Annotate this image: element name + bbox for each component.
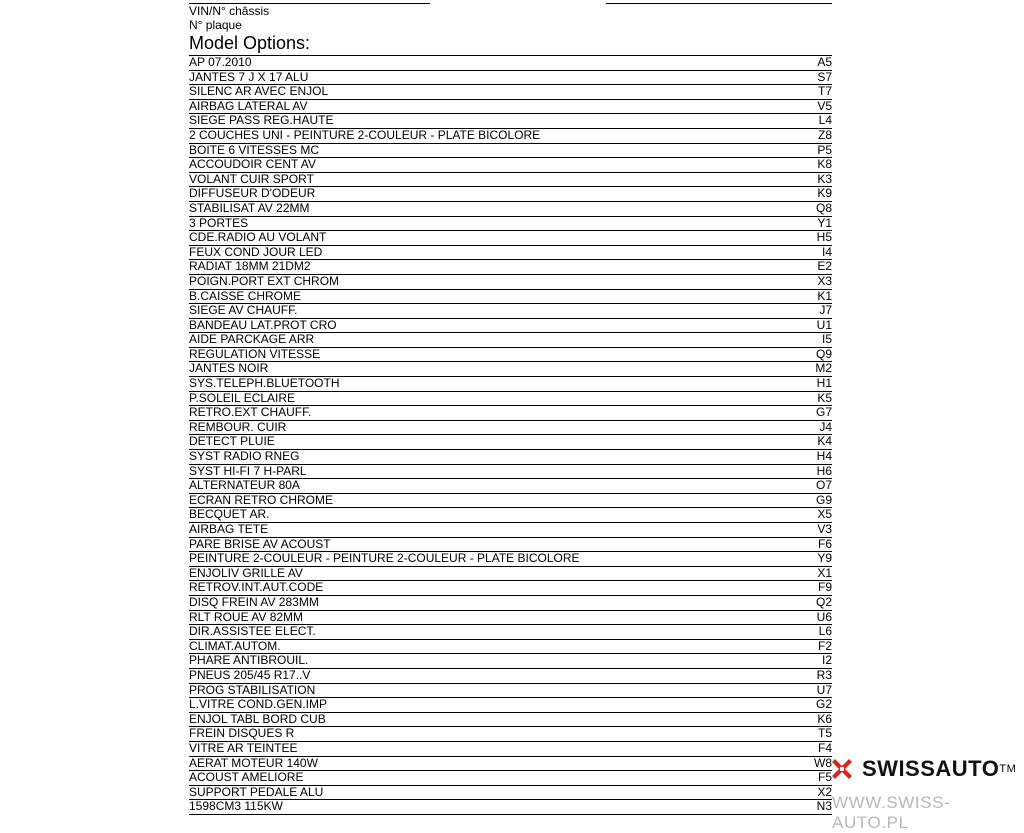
option-code: I5 <box>821 332 832 347</box>
option-row <box>189 799 832 814</box>
list-bottom-rule <box>189 814 832 815</box>
option-code: K8 <box>817 157 832 172</box>
option-row <box>189 128 832 143</box>
option-row <box>189 157 832 172</box>
option-code: Z8 <box>817 127 832 142</box>
option-code: F2 <box>817 638 832 653</box>
option-label: DIR.ASSISTEE ELECT. <box>189 624 316 639</box>
option-row <box>189 756 832 771</box>
option-label: RETRO.EXT CHAUFF. <box>189 405 312 420</box>
option-code: E2 <box>817 259 832 274</box>
option-label: ENJOL TABL BORD CUB <box>189 711 326 726</box>
trademark: TM <box>999 763 1017 775</box>
option-code: P5 <box>817 142 832 157</box>
option-label: 3 PORTES <box>189 215 249 230</box>
option-code: S7 <box>817 69 832 84</box>
option-code: K4 <box>817 434 832 449</box>
option-row <box>189 551 832 566</box>
option-label: SYST RADIO RNEG <box>189 449 300 464</box>
option-row <box>189 697 832 712</box>
option-label: REMBOUR. CUIR <box>189 419 287 434</box>
option-label: SILENC AR AVEC ENJOL <box>189 84 329 99</box>
option-label: AERAT MOTEUR 140W <box>189 755 318 770</box>
option-label: AIRBAG TETE <box>189 522 269 536</box>
swissauto-watermark <box>830 755 1020 832</box>
option-code: K5 <box>817 390 832 405</box>
option-label: BOITE 6 VITESSES MC <box>189 142 320 157</box>
option-label: DISQ FREIN AV 283MM <box>189 594 319 609</box>
plate-label: N° plaque <box>189 18 242 32</box>
option-label: PARE BRISE AV ACOUST <box>189 536 331 551</box>
option-code: M2 <box>815 361 832 376</box>
option-label: AIRBAG LATERAL AV <box>189 98 308 113</box>
option-label: PHARE ANTIBROUIL. <box>189 653 309 668</box>
option-row <box>189 668 832 683</box>
option-label: RLT ROUE AV 82MM <box>189 609 304 624</box>
option-row <box>189 230 832 245</box>
option-code: F4 <box>817 740 832 755</box>
option-label: ALTERNATEUR 80A <box>189 478 300 493</box>
option-row <box>189 405 832 420</box>
option-label: SYST HI-FI 7 H-PARL <box>189 463 307 478</box>
option-row <box>189 537 832 552</box>
option-code: J4 <box>819 419 832 434</box>
option-label: ACCOUDOIR CENT AV <box>189 157 316 172</box>
option-row <box>189 201 832 216</box>
option-label: L.VITRE COND.GEN.IMP <box>189 697 328 712</box>
option-row <box>189 507 832 522</box>
option-code: G9 <box>815 492 832 507</box>
option-row <box>189 653 832 668</box>
option-code: F5 <box>817 770 832 785</box>
option-code: X5 <box>817 507 832 522</box>
option-code: J7 <box>819 303 832 318</box>
option-row <box>189 332 832 347</box>
option-label: DETECT PLUIE <box>189 434 275 449</box>
option-code: I2 <box>821 653 832 668</box>
option-row <box>189 741 832 756</box>
option-row <box>189 70 832 85</box>
option-row <box>189 347 832 362</box>
option-row <box>189 391 832 406</box>
option-code: L4 <box>818 113 832 128</box>
option-label: SIEGE AV CHAUFF. <box>189 303 298 318</box>
option-label: VITRE AR TEINTEE <box>189 740 298 755</box>
option-row <box>189 84 832 99</box>
option-code: Q8 <box>815 200 832 215</box>
option-label: PEINTURE 2-COULEUR - PEINTURE 2-COULEUR - PLATE BICOLORE <box>189 551 580 566</box>
option-row <box>189 449 832 464</box>
brand-part-2: AUTO <box>935 756 1000 781</box>
option-label: DIFFUSEUR D'ODEUR <box>189 186 316 201</box>
option-row <box>189 522 832 537</box>
brand-name <box>862 755 1016 783</box>
option-code: Q2 <box>815 594 832 609</box>
option-code: U7 <box>816 682 832 697</box>
option-label: SYS.TELEPH.BLUETOOTH <box>189 376 340 391</box>
option-label: PNEUS 205/45 R17..V <box>189 667 311 682</box>
header-rule-right <box>606 3 832 4</box>
option-row <box>189 303 832 318</box>
option-row <box>189 785 832 800</box>
option-row <box>189 55 832 70</box>
option-label: 2 COUCHES UNI - PEINTURE 2-COULEUR - PLATE BICOLORE <box>189 127 541 142</box>
option-row <box>189 289 832 304</box>
option-code: W8 <box>814 755 832 770</box>
option-code: K1 <box>817 288 832 303</box>
option-label: ACOUST AMELIORE <box>189 770 304 785</box>
option-row <box>189 420 832 435</box>
option-code: R3 <box>816 667 832 682</box>
option-row <box>189 143 832 158</box>
option-label: POIGN.PORT EXT CHROM <box>189 273 340 288</box>
option-row <box>189 245 832 260</box>
option-row <box>189 726 832 741</box>
option-code: N3 <box>816 799 832 814</box>
option-code: G2 <box>815 697 832 712</box>
option-label: JANTES 7 J X 17 ALU <box>189 69 309 84</box>
option-code: V5 <box>817 98 832 113</box>
option-code: T7 <box>817 84 832 99</box>
option-label: ECRAN RETRO CHROME <box>189 492 334 507</box>
option-row <box>189 639 832 654</box>
option-row <box>189 624 832 639</box>
option-code: X3 <box>817 273 832 288</box>
option-row <box>189 99 832 114</box>
option-label: SUPPORT PEDALE ALU <box>189 784 324 799</box>
option-label: ENJOLIV GRILLE AV <box>189 565 303 580</box>
option-label: FREIN DISQUES R <box>189 726 295 741</box>
option-label: FEUX COND JOUR LED <box>189 244 323 259</box>
option-row <box>189 376 832 391</box>
option-code: K6 <box>817 711 832 726</box>
option-label: RADIAT 18MM 21DM2 <box>189 259 311 274</box>
brand-url: WWW.SWISS-AUTO.PL <box>832 793 951 832</box>
option-row <box>189 683 832 698</box>
option-code: O7 <box>815 478 832 493</box>
option-label: CLIMAT.AUTOM. <box>189 638 281 653</box>
option-code: Q9 <box>815 346 832 361</box>
option-label: VOLANT CUIR SPORT <box>189 171 314 186</box>
option-code: Y9 <box>817 551 832 566</box>
option-label: P.SOLEIL ECLAIRE <box>189 390 296 405</box>
option-code: Y1 <box>817 215 832 230</box>
option-row <box>189 770 832 785</box>
option-label: REGULATION VITESSE <box>189 346 321 361</box>
option-row <box>189 361 832 376</box>
page-title: Model Options: <box>189 33 311 53</box>
option-code: X2 <box>817 784 832 799</box>
option-row <box>189 186 832 201</box>
option-row <box>189 580 832 595</box>
option-code: G7 <box>815 405 832 420</box>
option-label: B.CAISSE CHROME <box>189 288 302 303</box>
option-code: I4 <box>821 244 832 259</box>
option-row <box>189 610 832 625</box>
option-row <box>189 216 832 231</box>
option-code: H1 <box>816 376 832 391</box>
option-code: T5 <box>817 726 832 741</box>
option-code: L6 <box>818 624 832 639</box>
option-row <box>189 113 832 128</box>
option-row <box>189 478 832 493</box>
option-row <box>189 434 832 449</box>
option-label: SIEGE PASS REG.HAUTE <box>189 113 334 128</box>
option-row <box>189 172 832 187</box>
option-code: U1 <box>816 317 832 332</box>
option-row <box>189 566 832 581</box>
option-code: V3 <box>817 522 832 536</box>
option-label: CDE.RADIO AU VOLANT <box>189 230 327 245</box>
option-code: X1 <box>817 565 832 580</box>
option-label: JANTES NOIR <box>189 361 269 376</box>
option-label: 1598CM3 115KW <box>189 799 283 814</box>
option-label: PROG STABILISATION <box>189 682 316 697</box>
option-label: BECQUET AR. <box>189 507 270 522</box>
option-row <box>189 712 832 727</box>
option-row <box>189 493 832 508</box>
option-row <box>189 464 832 479</box>
option-code: H5 <box>816 230 832 245</box>
swiss-cross-x-icon <box>830 757 854 781</box>
option-label: AIDE PARCKAGE ARR <box>189 332 315 347</box>
vin-label: VIN/N° châssis <box>189 4 270 18</box>
option-code: H6 <box>816 463 832 478</box>
option-label: AP 07.2010 <box>189 55 252 69</box>
model-options-list <box>189 55 832 815</box>
option-code: F9 <box>817 580 832 595</box>
option-code: F6 <box>817 536 832 551</box>
option-label: RETROV.INT.AUT.CODE <box>189 580 324 595</box>
option-label: STABILISAT AV 22MM <box>189 200 310 215</box>
option-code: K9 <box>817 186 832 201</box>
option-row <box>189 318 832 333</box>
option-row <box>189 595 832 610</box>
brand-part-1: SWISS <box>862 756 936 781</box>
option-code: H4 <box>816 449 832 464</box>
option-code: K3 <box>817 171 832 186</box>
option-label: BANDEAU LAT.PROT CRO <box>189 317 337 332</box>
option-code: A5 <box>817 55 832 69</box>
option-row <box>189 274 832 289</box>
option-code: U6 <box>816 609 832 624</box>
option-row <box>189 259 832 274</box>
